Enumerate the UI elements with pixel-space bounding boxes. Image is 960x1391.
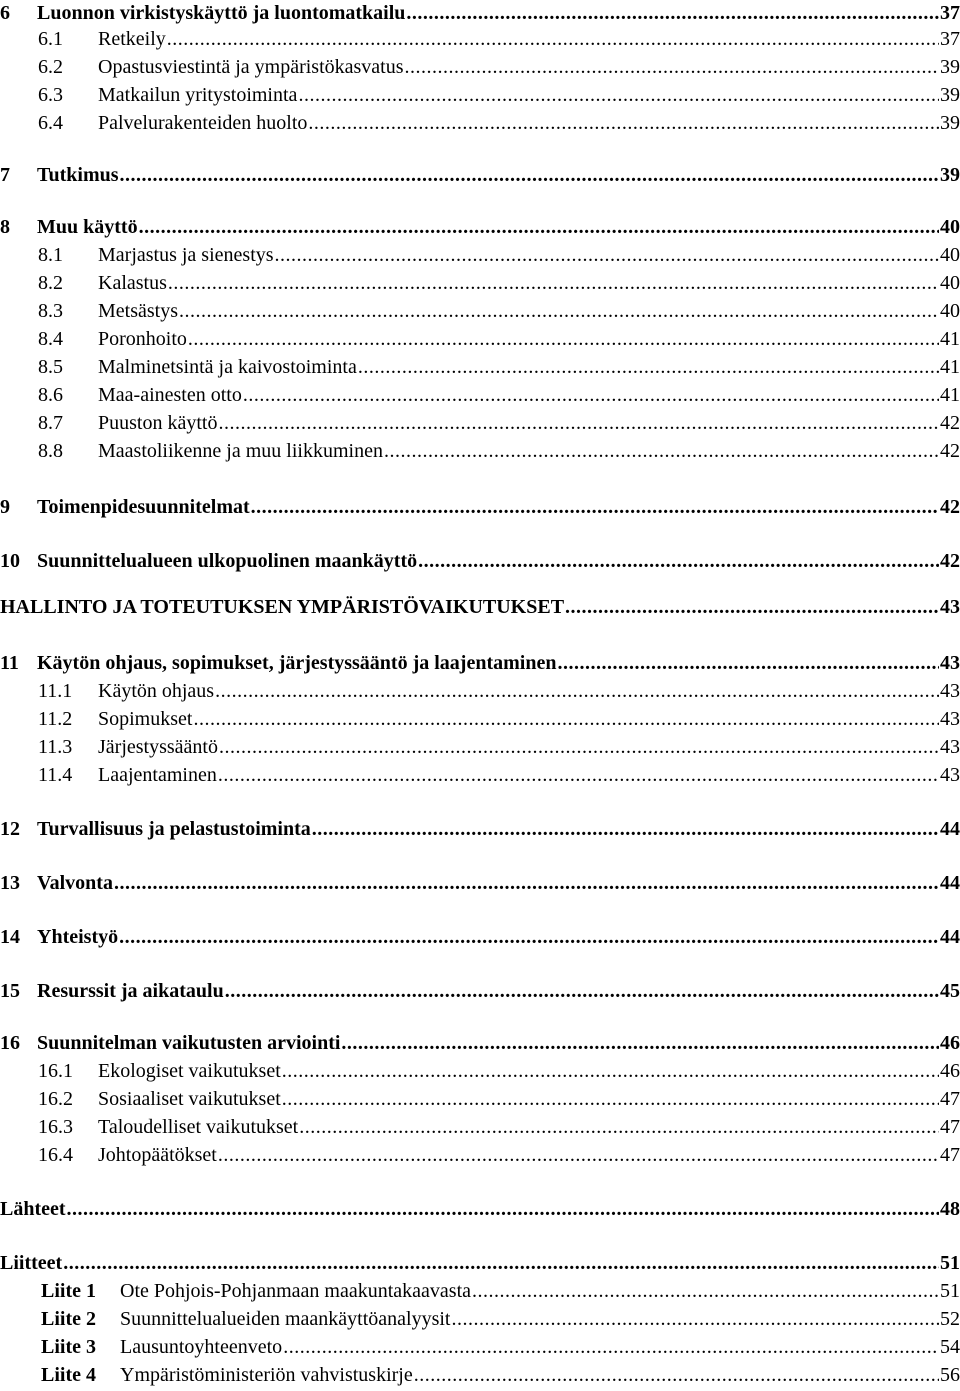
dot-leader (179, 298, 939, 324)
dot-leader (120, 162, 939, 188)
toc-entry[interactable] (38, 762, 960, 788)
toc-entry-page-number: 42 (940, 412, 960, 434)
toc-entry-page-number: 54 (940, 1336, 960, 1358)
toc-entry[interactable] (38, 734, 960, 760)
toc-entry-title: Poronhoito (98, 328, 187, 350)
dot-leader (168, 270, 939, 296)
toc-entry-page-number: 40 (940, 244, 960, 266)
toc-entry-number: 8.2 (38, 272, 63, 294)
toc-entry-number: 11.2 (38, 708, 73, 730)
toc-entry-number: 7 (0, 164, 10, 186)
toc-entry[interactable] (0, 650, 960, 676)
toc-entry-page-number: 39 (940, 112, 960, 134)
toc-entry-number: 8 (0, 216, 10, 238)
toc-entry-number: Liite 4 (41, 1364, 96, 1386)
toc-entry[interactable] (0, 978, 960, 1004)
toc-entry[interactable] (0, 494, 960, 520)
toc-entry-number: 11 (0, 652, 19, 674)
toc-entry[interactable] (38, 354, 960, 380)
toc-entry-title: Muu käyttö (37, 216, 138, 238)
toc-entry-number: Liite 3 (41, 1336, 96, 1358)
toc-entry-title: Käytön ohjaus, sopimukset, järjestyssääntö ja laajentaminen (37, 652, 557, 674)
toc-entry-title: Malminetsintä ja kaivostoiminta (98, 356, 357, 378)
toc-entry-page-number: 41 (940, 356, 960, 378)
toc-entry-title: Käytön ohjaus (98, 680, 215, 702)
toc-entry[interactable] (38, 82, 960, 108)
toc-entry[interactable] (0, 816, 960, 842)
toc-entry-title: Maastoliikenne ja muu liikkuminen (98, 440, 383, 462)
toc-entry[interactable] (38, 270, 960, 296)
toc-entry[interactable] (38, 1142, 960, 1168)
toc-entry-number: 8.5 (38, 356, 63, 378)
toc-entry-number: 15 (0, 980, 20, 1002)
toc-entry-title: Järjestyssääntö (98, 736, 218, 758)
dot-leader (565, 594, 939, 620)
dot-leader (451, 1306, 939, 1332)
toc-entry-page-number: 41 (940, 328, 960, 350)
dot-leader (312, 816, 939, 842)
toc-entry-title: Ekologiset vaikutukset (98, 1060, 281, 1082)
toc-entry-title: Sosiaaliset vaikutukset (98, 1088, 281, 1110)
dot-leader (405, 54, 939, 80)
dot-leader (218, 762, 939, 788)
toc-entry[interactable] (0, 870, 960, 896)
dot-leader (243, 382, 939, 408)
dot-leader (218, 410, 939, 436)
toc-entry[interactable] (38, 438, 960, 464)
dot-leader (275, 242, 939, 268)
toc-entry-number: 13 (0, 872, 20, 894)
toc-entry-title: Ote Pohjois-Pohjanmaan maakuntakaavasta (120, 1280, 472, 1302)
toc-entry[interactable] (0, 924, 960, 950)
toc-entry-page-number: 37 (940, 2, 960, 24)
dot-leader (341, 1030, 939, 1056)
toc-entry-title: Resurssit ja aikataulu (37, 980, 224, 1002)
toc-entry-page-number: 37 (940, 28, 960, 50)
dot-leader (114, 870, 939, 896)
toc-entry-title: Lausuntoyhteenveto (120, 1336, 283, 1358)
toc-entry-title: Maa-ainesten otto (98, 384, 242, 406)
toc-entry-page-number: 43 (940, 652, 960, 674)
toc-entry-page-number: 43 (940, 764, 960, 786)
toc-entry-title: Puuston käyttö (98, 412, 218, 434)
toc-entry-page-number: 42 (940, 550, 960, 572)
dot-leader (282, 1058, 939, 1084)
toc-entry-number: Liite 2 (41, 1308, 96, 1330)
toc-entry-number: 9 (0, 496, 10, 518)
toc-entry-title: Valvonta (37, 872, 113, 894)
toc-entry-page-number: 45 (940, 980, 960, 1002)
toc-entry-page-number: 39 (940, 56, 960, 78)
toc-entry-page-number: 40 (940, 272, 960, 294)
toc-entry-page-number: 40 (940, 216, 960, 238)
dot-leader (557, 650, 939, 676)
toc-entry-page-number: 46 (940, 1060, 960, 1082)
toc-entry-number: 8.1 (38, 244, 63, 266)
toc-entry[interactable] (0, 214, 960, 240)
dot-leader (251, 494, 939, 520)
toc-entry[interactable] (41, 1306, 960, 1332)
toc-entry-number: 6 (0, 2, 10, 24)
toc-entry-number: 16.3 (38, 1116, 73, 1138)
toc-entry-title: Laajentaminen (98, 764, 217, 786)
dot-leader (139, 214, 939, 240)
toc-entry[interactable] (38, 410, 960, 436)
toc-entry[interactable] (0, 594, 960, 620)
toc-entry-number: 6.4 (38, 112, 63, 134)
dot-leader (225, 978, 939, 1004)
toc-entry[interactable] (0, 1196, 960, 1222)
toc-entry-title: Suunnittelualueen ulkopuolinen maankäyttö (37, 550, 418, 572)
toc-entry-title: Metsästys (98, 300, 178, 322)
toc-entry[interactable] (38, 298, 960, 324)
toc-entry[interactable] (38, 1114, 960, 1140)
toc-entry-number: Liite 1 (41, 1280, 96, 1302)
toc-entry-page-number: 43 (940, 736, 960, 758)
toc-entry-page-number: 47 (940, 1144, 960, 1166)
toc-entry-title: Taloudelliset vaikutukset (98, 1116, 299, 1138)
dot-leader (218, 1142, 939, 1168)
dot-leader (298, 82, 939, 108)
toc-entry[interactable] (38, 110, 960, 136)
toc-entry-title: HALLINTO JA TOTEUTUKSEN YMPÄRISTÖVAIKUTUKSET (0, 596, 565, 618)
toc-entry-number: 8.6 (38, 384, 63, 406)
dot-leader (308, 110, 939, 136)
toc-entry-number: 16.1 (38, 1060, 73, 1082)
toc-entry-number: 11.3 (38, 736, 73, 758)
toc-entry-title: Opastusviestintä ja ympäristökasvatus (98, 56, 404, 78)
toc-entry-page-number: 43 (940, 680, 960, 702)
toc-entry-page-number: 42 (940, 496, 960, 518)
toc-entry[interactable] (38, 1086, 960, 1112)
toc-entry-page-number: 44 (940, 818, 960, 840)
dot-leader (167, 26, 939, 52)
dot-leader (63, 1250, 939, 1276)
dot-leader (358, 354, 939, 380)
dot-leader (472, 1278, 939, 1304)
toc-entry-page-number: 41 (940, 384, 960, 406)
toc-entry-title: Retkeily (98, 28, 166, 50)
toc-entry[interactable] (38, 1058, 960, 1084)
toc-entry[interactable] (0, 0, 960, 26)
toc-entry-number: 16.4 (38, 1144, 73, 1166)
toc-entry[interactable] (0, 1030, 960, 1056)
toc-entry-page-number: 44 (940, 872, 960, 894)
toc-entry-title: Palvelurakenteiden huolto (98, 112, 308, 134)
dot-leader (299, 1114, 939, 1140)
toc-entry-number: 8.8 (38, 440, 63, 462)
toc-entry-number: 16.2 (38, 1088, 73, 1110)
dot-leader (384, 438, 939, 464)
toc-entry-title: Tutkimus (37, 164, 119, 186)
toc-entry-number: 12 (0, 818, 20, 840)
toc-entry-title: Suunnitelman vaikutusten arviointi (37, 1032, 341, 1054)
toc-entry-number: 6.3 (38, 84, 63, 106)
toc-entry-number: 6.2 (38, 56, 63, 78)
toc-entry-title: Kalastus (98, 272, 167, 294)
toc-entry[interactable] (38, 326, 960, 352)
toc-entry-title: Suunnittelualueiden maankäyttöanalyysit (120, 1308, 451, 1330)
toc-entry-number: 6.1 (38, 28, 63, 50)
toc-entry-title: Toimenpidesuunnitelmat (37, 496, 250, 518)
toc-entry-page-number: 47 (940, 1116, 960, 1138)
toc-entry-title: Matkailun yritystoiminta (98, 84, 298, 106)
toc-entry-title: Liitteet (0, 1252, 63, 1274)
toc-entry-page-number: 46 (940, 1032, 960, 1054)
dot-leader (414, 1362, 939, 1388)
toc-entry[interactable] (0, 548, 960, 574)
dot-leader (418, 548, 939, 574)
toc-entry-title: Ympäristöministeriön vahvistuskirje (120, 1364, 413, 1386)
toc-entry-page-number: 43 (940, 596, 960, 618)
toc-entry[interactable] (0, 1250, 960, 1276)
toc-entry-number: 8.7 (38, 412, 63, 434)
toc-entry-title: Lähteet (0, 1198, 66, 1220)
toc-entry[interactable] (38, 26, 960, 52)
toc-entry-page-number: 39 (940, 84, 960, 106)
toc-entry-title: Yhteistyö (37, 926, 119, 948)
toc-entry-page-number: 44 (940, 926, 960, 948)
toc-entry-title: Johtopäätökset (98, 1144, 217, 1166)
toc-entry-page-number: 52 (940, 1308, 960, 1330)
toc-entry[interactable] (38, 706, 960, 732)
toc-entry-page-number: 48 (940, 1198, 960, 1220)
toc-entry[interactable] (41, 1278, 960, 1304)
toc-entry-number: 10 (0, 550, 20, 572)
dot-leader (215, 678, 939, 704)
toc-entry-page-number: 51 (940, 1280, 960, 1302)
toc-entry-title: Marjastus ja sienestys (98, 244, 274, 266)
toc-entry-title: Sopimukset (98, 708, 193, 730)
dot-leader (282, 1086, 939, 1112)
toc-entry[interactable] (41, 1334, 960, 1360)
toc-entry-number: 11.4 (38, 764, 73, 786)
toc-entry-title: Turvallisuus ja pelastustoiminta (37, 818, 311, 840)
toc-entry-page-number: 42 (940, 440, 960, 462)
dot-leader (283, 1334, 939, 1360)
toc-entry-page-number: 39 (940, 164, 960, 186)
dot-leader (193, 706, 939, 732)
dot-leader (219, 734, 939, 760)
toc-entry-page-number: 43 (940, 708, 960, 730)
toc-entry-page-number: 40 (940, 300, 960, 322)
toc-entry-title: Luonnon virkistyskäyttö ja luontomatkailu (37, 2, 406, 24)
toc-entry-number: 8.3 (38, 300, 63, 322)
toc-entry[interactable] (0, 162, 960, 188)
toc-entry[interactable] (41, 1362, 960, 1388)
toc-entry[interactable] (38, 54, 960, 80)
toc-entry-number: 11.1 (38, 680, 73, 702)
dot-leader (119, 924, 939, 950)
toc-entry[interactable] (38, 242, 960, 268)
toc-entry[interactable] (38, 382, 960, 408)
dot-leader (67, 1196, 939, 1222)
toc-entry-number: 8.4 (38, 328, 63, 350)
dot-leader (406, 0, 939, 26)
toc-entry-page-number: 47 (940, 1088, 960, 1110)
toc-entry-page-number: 56 (940, 1364, 960, 1386)
toc-entry-number: 14 (0, 926, 20, 948)
toc-entry-page-number: 51 (940, 1252, 960, 1274)
toc-entry-number: 16 (0, 1032, 20, 1054)
dot-leader (188, 326, 939, 352)
toc-entry[interactable] (38, 678, 960, 704)
